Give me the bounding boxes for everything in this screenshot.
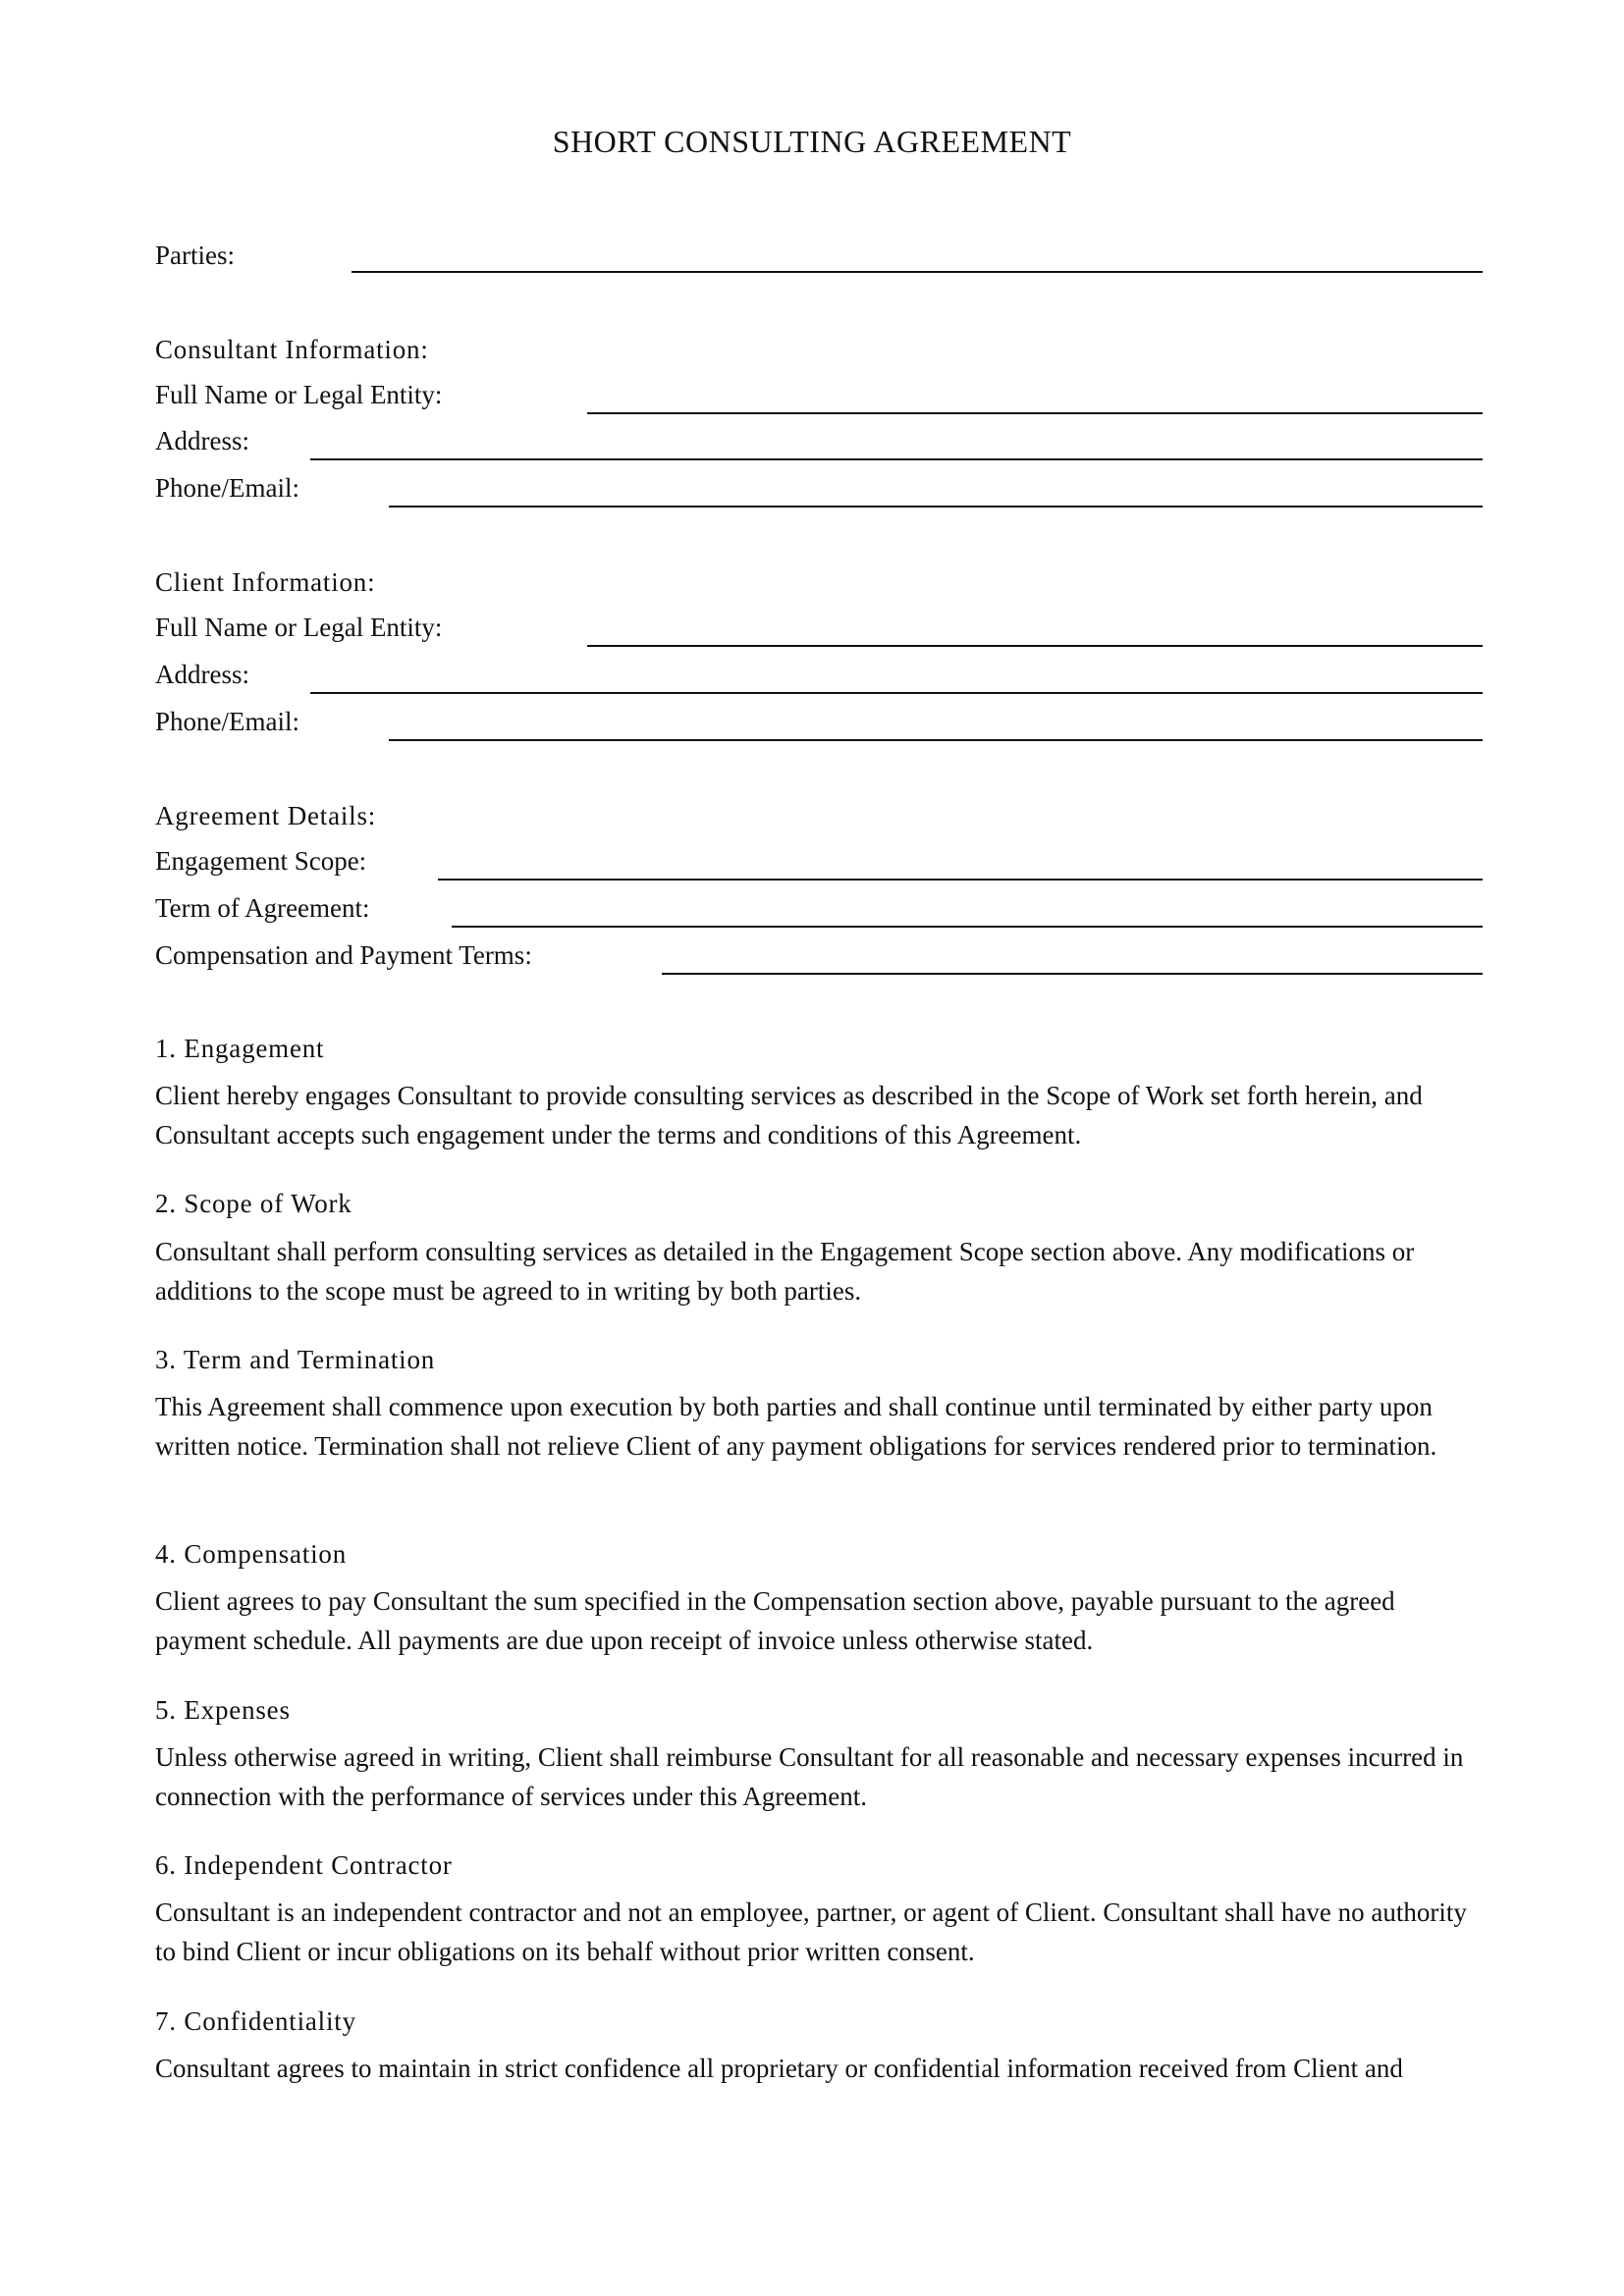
client-contact-label: Phone/Email: — [155, 707, 299, 736]
compensation-label: Compensation and Payment Terms: — [155, 940, 532, 970]
engagement-scope-field[interactable] — [438, 879, 1483, 881]
clause-text: Consultant agrees to maintain in strict confidence all proprietary or confidential information received from Client and — [155, 2054, 1403, 2083]
consultant-name-label: Full Name or Legal Entity: — [155, 380, 443, 409]
clause-text: This Agreement shall commence upon execution by both parties and shall continue until terminated by either party upon written notice. Termination shall not relieve Client of any payment obligations for services rendered prior to termination. — [155, 1392, 1437, 1461]
client-info-heading: Client Information: — [155, 567, 376, 597]
consultant-contact-label: Phone/Email: — [155, 473, 299, 503]
clause-heading: 5. Expenses — [155, 1695, 291, 1725]
consultant-contact-field[interactable] — [389, 506, 1483, 507]
consultant-contact-row — [155, 470, 1483, 513]
engagement-scope-label: Engagement Scope: — [155, 846, 367, 876]
clause-text: Consultant shall perform consulting services as detailed in the Engagement Scope section above. Any modifications or additions to the scope must be agreed to in writing by both parties. — [155, 1237, 1415, 1306]
client-address-row — [155, 657, 1483, 700]
clause-heading: 7. Confidentiality — [155, 2006, 356, 2036]
client-name-field[interactable] — [587, 645, 1483, 647]
consultant-name-row — [155, 377, 1483, 420]
clause-text: Consultant is an independent contractor and not an employee, partner, or agent of Client. Consultant shall have no authority to bind Client or incur obligations on its behalf without prior written consent. — [155, 1897, 1467, 1966]
consultant-name-field[interactable] — [587, 412, 1483, 414]
clause-text: Unless otherwise agreed in writing, Client shall reimburse Consultant for all reasonable and necessary expenses incurred in connection with the performance of services under this Agreement. — [155, 1742, 1464, 1811]
consultant-info-heading: Consultant Information: — [155, 335, 429, 364]
client-name-label: Full Name or Legal Entity: — [155, 613, 443, 642]
client-address-field[interactable] — [310, 692, 1483, 694]
clause-heading: 2. Scope of Work — [155, 1189, 352, 1218]
clause-text: Client agrees to pay Consultant the sum specified in the Compensation section above, payable pursuant to the agreed payment schedule. All payments are due upon receipt of invoice unless otherwise stated. — [155, 1586, 1395, 1655]
engagement-scope-row — [155, 843, 1483, 886]
parties-row — [155, 238, 1483, 281]
client-name-row — [155, 610, 1483, 653]
clause-heading: 1. Engagement — [155, 1034, 325, 1063]
parties-label: Parties: — [155, 240, 235, 270]
consultant-address-row — [155, 423, 1483, 466]
consultant-address-field[interactable] — [310, 458, 1483, 460]
clause-heading: 4. Compensation — [155, 1539, 347, 1569]
term-row — [155, 890, 1483, 934]
client-contact-row — [155, 704, 1483, 747]
parties-field[interactable] — [352, 271, 1483, 273]
term-field[interactable] — [452, 926, 1483, 928]
clause-heading: 6. Independent Contractor — [155, 1850, 453, 1880]
clause-text: Client hereby engages Consultant to provide consulting services as described in the Scope of Work set forth herein, and Consultant accepts such engagement under the terms and conditions of this Agreement. — [155, 1081, 1423, 1149]
agreement-details-heading: Agreement Details: — [155, 801, 377, 830]
client-address-label: Address: — [155, 660, 249, 689]
compensation-field[interactable] — [662, 973, 1483, 975]
compensation-row — [155, 937, 1483, 981]
clause-heading: 3. Term and Termination — [155, 1345, 436, 1374]
term-label: Term of Agreement: — [155, 893, 370, 923]
client-contact-field[interactable] — [389, 739, 1483, 741]
consultant-address-label: Address: — [155, 426, 249, 455]
document-title: SHORT CONSULTING AGREEMENT — [552, 124, 1072, 159]
